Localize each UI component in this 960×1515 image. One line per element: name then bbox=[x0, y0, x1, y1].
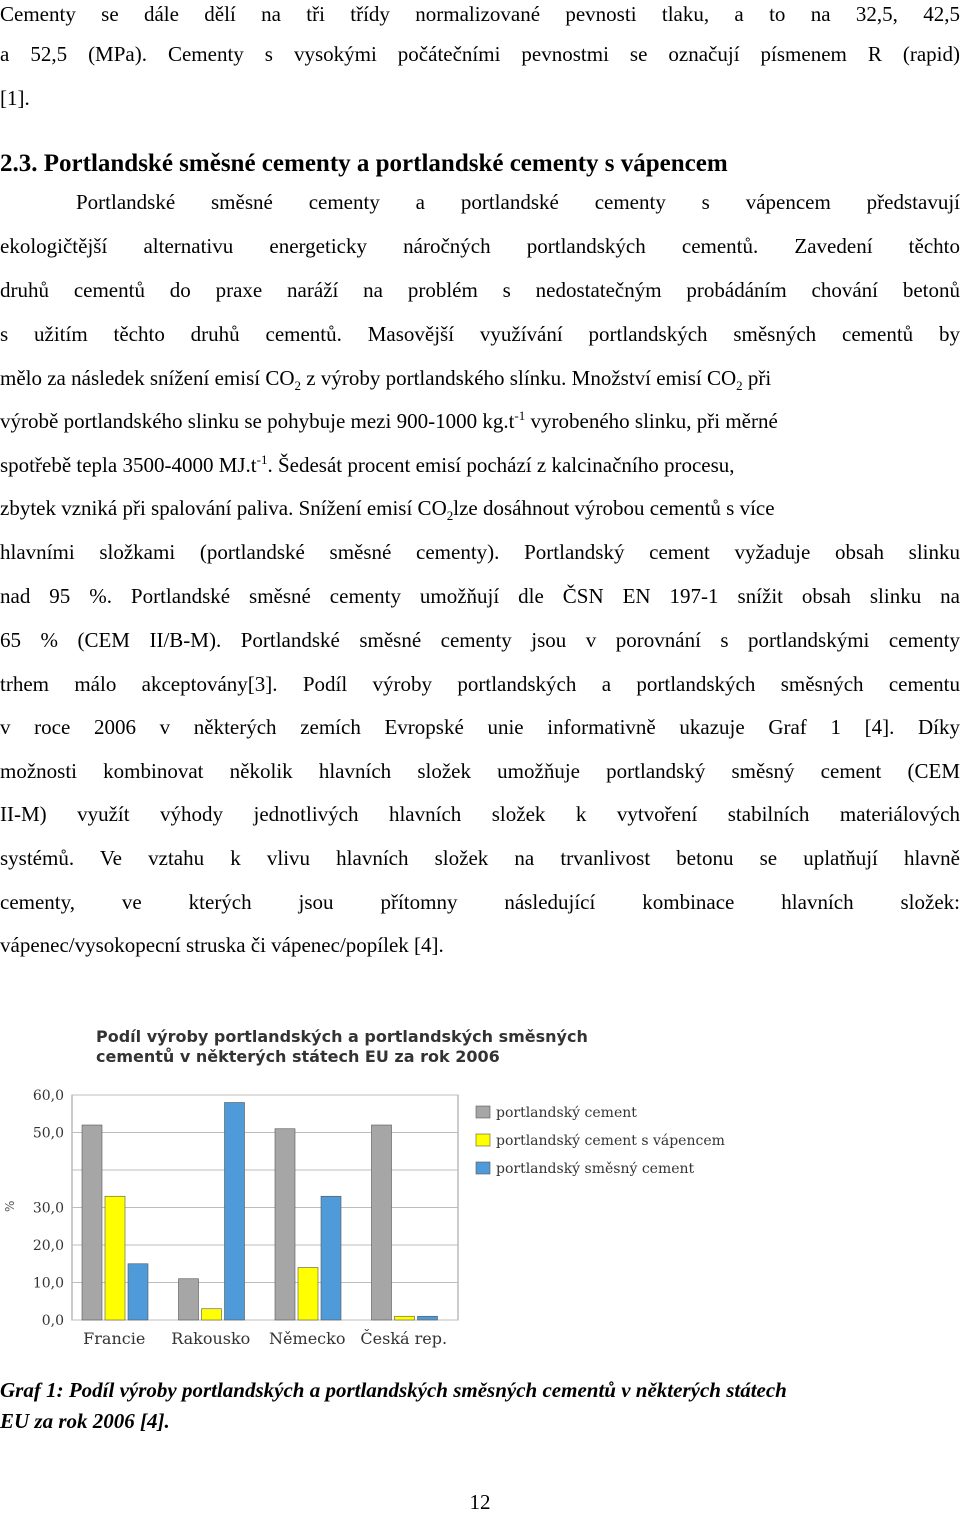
co2-subscript: 2 bbox=[294, 378, 302, 394]
chart-x-tick-label: Francie bbox=[83, 1329, 146, 1348]
body-line-5-b: z výroby portlandského slínku. Množství emisí CO bbox=[301, 366, 737, 390]
intro-line-1: Cementy se dále dělí na tři třídy normalizované pevnosti tlaku, a to na 32,5, 42,5 bbox=[0, 2, 960, 26]
chart-bar bbox=[372, 1125, 392, 1320]
chart-bar bbox=[179, 1279, 199, 1320]
chart-bar bbox=[418, 1316, 438, 1320]
body-line-10: nad 95 %. Portlandské směsné cementy umožňují dle ČSN EN 197-1 snížit obsah slinku na bbox=[0, 584, 960, 608]
body-line-8-b: lze dosáhnout výrobou cementů s více bbox=[453, 496, 775, 520]
chart-bar bbox=[128, 1264, 148, 1320]
body-line-3: druhů cementů do praxe naráží na problém s nedostatečným probádáním chování betonů bbox=[0, 278, 960, 302]
body-line-2: ekologičtější alternativu energeticky náročných portlandských cementů. Zavedení těchto bbox=[0, 234, 960, 258]
body-line-8-a: zbytek vzniká při spalování paliva. Snížení emisí CO bbox=[0, 496, 447, 520]
exponent-superscript: -1 bbox=[514, 408, 526, 423]
section-heading: 2.3. Portlandské směsné cementy a portlandské cementy s vápencem bbox=[0, 150, 728, 177]
body-line-8 bbox=[0, 494, 960, 522]
chart-y-tick-label: 10,0 bbox=[32, 1275, 64, 1292]
chart-title-line-2: cementů v některých státech EU za rok 2006 bbox=[96, 1047, 500, 1066]
co2-subscript: 2 bbox=[446, 508, 454, 524]
figure-caption-line-2: EU za rok 2006 [4]. bbox=[0, 1409, 170, 1433]
intro-line-3: [1]. bbox=[0, 86, 30, 110]
exponent-superscript: -1 bbox=[256, 452, 268, 467]
body-line-7-b: . Šedesát procent emisí pochází z kalcinačního procesu, bbox=[267, 453, 735, 477]
chart-bar bbox=[105, 1196, 125, 1320]
body-line-5-a: mělo za následek snížení emisí CO bbox=[0, 366, 295, 390]
chart-y-tick-label: 20,0 bbox=[32, 1238, 64, 1254]
body-line-15: II-M) využít výhody jednotlivých hlavních složek k vytvoření stabilních materiálových bbox=[0, 802, 960, 826]
figure-caption-line-1: Graf 1: Podíl výroby portlandských a portlandských směsných cementů v některých státech bbox=[0, 1378, 787, 1402]
body-line-6-b: vyrobeného slinku, při měrné bbox=[525, 409, 778, 433]
chart-x-tick-label: Německo bbox=[269, 1329, 346, 1348]
body-line-7-a: spotřebě tepla 3500-4000 MJ.t bbox=[0, 453, 257, 477]
chart-y-axis-label: % bbox=[3, 1200, 17, 1212]
chart-bar bbox=[395, 1316, 415, 1320]
body-line-1: Portlandské směsné cementy a portlandské cementy s vápencem představují bbox=[76, 190, 960, 214]
chart-legend-label: portlandský cement s vápencem bbox=[496, 1133, 725, 1149]
chart-bar bbox=[298, 1268, 318, 1321]
body-line-5 bbox=[0, 364, 960, 392]
chart-legend-swatch bbox=[476, 1134, 490, 1146]
body-line-5-c: při bbox=[742, 366, 772, 390]
chart-y-tick-label: 50,0 bbox=[32, 1125, 64, 1142]
body-line-18: vápenec/vysokopecní struska či vápenec/popílek [4]. bbox=[0, 933, 444, 957]
chart-bar bbox=[82, 1125, 102, 1320]
body-line-12: trhem málo akceptovány[3]. Podíl výroby portlandských a portlandských směsných cementu bbox=[0, 672, 960, 696]
chart-bar bbox=[202, 1309, 222, 1320]
page-number: 12 bbox=[469, 1490, 491, 1514]
bar-chart bbox=[0, 1012, 725, 1357]
body-line-14: možnosti kombinovat několik hlavních složek umožňuje portlandský směsný cement (CEM bbox=[0, 759, 960, 783]
chart-y-tick-label: 30,0 bbox=[32, 1200, 64, 1217]
body-line-17: cementy, ve kterých jsou přítomny následující kombinace hlavních složek: bbox=[0, 890, 960, 914]
chart-bar bbox=[275, 1129, 295, 1320]
body-line-9: hlavními složkami (portlandské směsné cementy). Portlandský cement vyžaduje obsah slinku bbox=[0, 540, 960, 564]
chart-legend-swatch bbox=[476, 1162, 490, 1174]
body-line-6 bbox=[0, 407, 960, 435]
body-line-7 bbox=[0, 451, 960, 479]
chart-legend-swatch bbox=[476, 1106, 490, 1118]
chart-y-tick-label: 60,0 bbox=[32, 1088, 64, 1104]
chart-y-tick-label: 0,0 bbox=[41, 1313, 64, 1329]
intro-line-2: a 52,5 (MPa). Cementy s vysokými počátečními pevnostmi se označují písmenem R (rapid) bbox=[0, 42, 960, 66]
body-line-4: s užitím těchto druhů cementů. Masovější využívání portlandských směsných cementů by bbox=[0, 322, 960, 346]
chart-legend-label: portlandský cement bbox=[496, 1105, 637, 1121]
body-line-6-a: výrobě portlandského slinku se pohybuje mezi 900-1000 kg.t bbox=[0, 409, 515, 433]
chart-x-tick-label: Rakousko bbox=[171, 1329, 251, 1348]
chart-bar bbox=[225, 1103, 245, 1321]
chart-bar bbox=[321, 1196, 341, 1320]
chart-title-line-1: Podíl výroby portlandských a portlandských směsných bbox=[96, 1027, 588, 1046]
body-line-13: v roce 2006 v některých zemích Evropské unie informativně ukazuje Graf 1 [4]. Díky bbox=[0, 715, 960, 739]
co2-subscript: 2 bbox=[736, 378, 743, 394]
chart-x-tick-label: Česká rep. bbox=[360, 1329, 448, 1348]
chart-legend-label: portlandský směsný cement bbox=[496, 1161, 695, 1177]
body-line-11: 65 % (CEM II/B-M). Portlandské směsné cementy jsou v porovnání s portlandskými cementy bbox=[0, 628, 960, 652]
body-line-16: systémů. Ve vztahu k vlivu hlavních složek na trvanlivost betonu se uplatňují hlavně bbox=[0, 846, 960, 870]
